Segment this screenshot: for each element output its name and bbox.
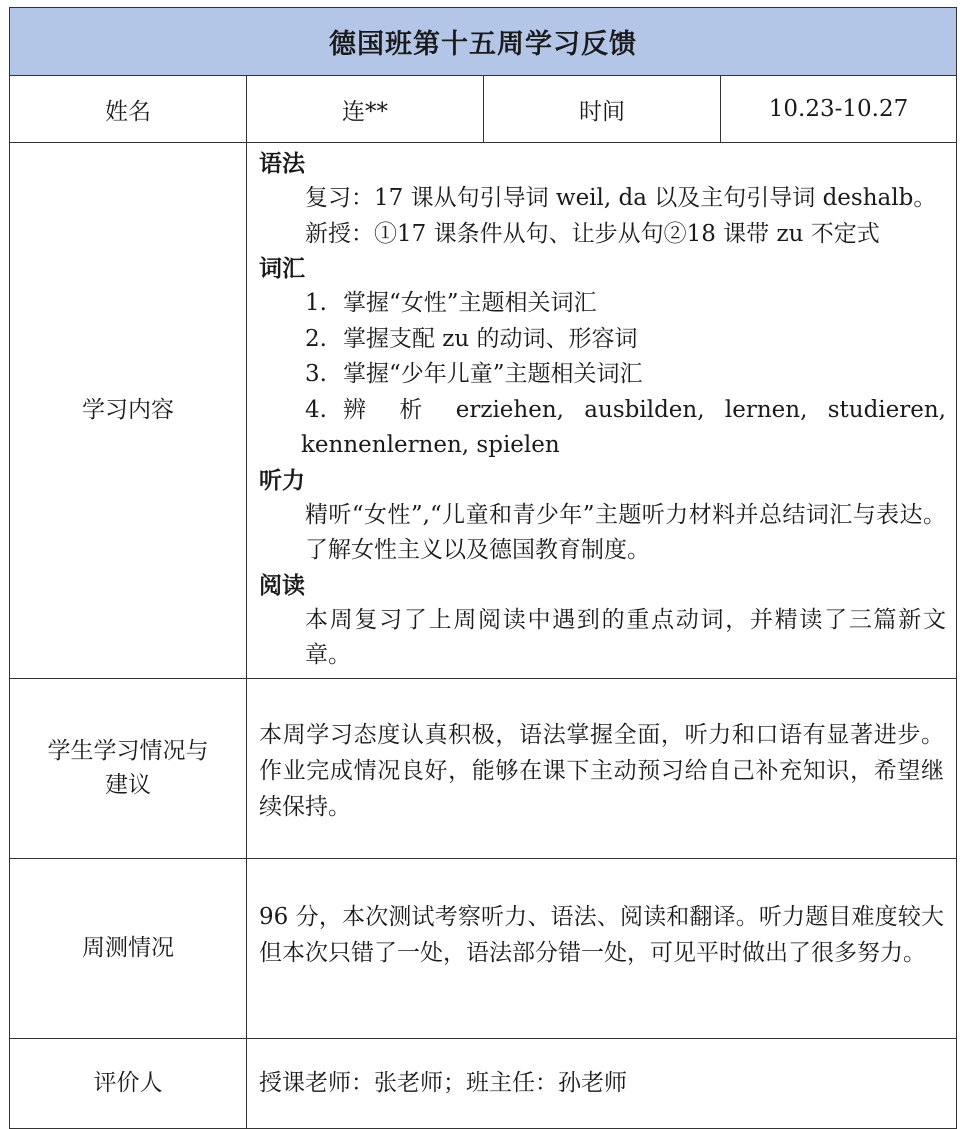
feedback-sheet (9, 7, 956, 1113)
list-number: 1. (305, 290, 327, 316)
situation-label (10, 678, 247, 858)
list-text: 掌握支配 zu 的动词、形容词 (343, 325, 638, 352)
situation-text: 本周学习态度认真积极，语法掌握全面，听力和口语有显著进步。作业完成情况良好，能够在课下主动预习给自己补充知识，希望继续保持。 (247, 678, 957, 858)
listening-text: 精听“女性”,“儿童和青少年”主题听力材料并总结词汇与表达。了解女性主义以及德国教育制度。 (305, 501, 946, 563)
list-item (259, 322, 946, 358)
evaluator-label: 评价人 (10, 1038, 247, 1128)
list-item (259, 286, 946, 322)
vocabulary-list (259, 286, 946, 464)
content-row (10, 143, 957, 679)
evaluator-text: 授课老师：张老师；班主任：孙老师 (247, 1038, 957, 1128)
list-item (259, 357, 946, 393)
reading-text: 本周复习了上周阅读中遇到的重点动词，并精读了三篇新文章。 (305, 606, 946, 668)
reading-heading: 阅读 (259, 571, 305, 599)
list-number: 4. (305, 396, 327, 423)
list-text: 掌握“女性”主题相关词汇 (343, 290, 597, 316)
list-number: 3. (305, 361, 327, 387)
content-label: 学习内容 (10, 143, 247, 679)
list-item (259, 393, 946, 464)
situation-label-line: 学生学习情况与 (47, 738, 209, 764)
info-row (10, 76, 957, 143)
evaluator-row (10, 1038, 957, 1128)
content-body (247, 143, 957, 679)
weekly-test-row (10, 858, 957, 1038)
list-number: 2. (305, 325, 327, 352)
weekly-test-text: 96 分，本次测试考察听力、语法、阅读和翻译。听力题目难度较大但本次只错了一处，语法部分错一处，可见平时做出了很多努力。 (247, 858, 957, 1038)
time-value: 10.23-10.27 (721, 76, 957, 143)
title-row (10, 8, 957, 76)
list-text: 掌握“少年儿童”主题相关词汇 (343, 361, 643, 387)
name-value: 连** (247, 76, 484, 143)
time-label: 时间 (484, 76, 721, 143)
grammar-heading: 语法 (259, 150, 305, 177)
page-title: 德国班第十五周学习反馈 (10, 8, 957, 76)
listening-heading: 听力 (259, 466, 305, 494)
list-text-continuation: kennenlernen, spielen (301, 432, 560, 458)
feedback-table (9, 7, 957, 1129)
grammar-review: 复习：17 课从句引导词 weil, da 以及主句引导词 deshalb。 (305, 185, 937, 211)
vocabulary-heading: 词汇 (259, 255, 305, 282)
situation-row (10, 678, 957, 858)
name-label: 姓名 (10, 76, 247, 143)
list-text: 辨 析 erziehen, ausbilden, lernen, studieren, (343, 396, 946, 423)
weekly-test-label: 周测情况 (10, 858, 247, 1038)
situation-label-line: 建议 (105, 772, 151, 798)
grammar-new: 新授：①17 课条件从句、让步从句②18 课带 zu 不定式 (305, 220, 880, 247)
